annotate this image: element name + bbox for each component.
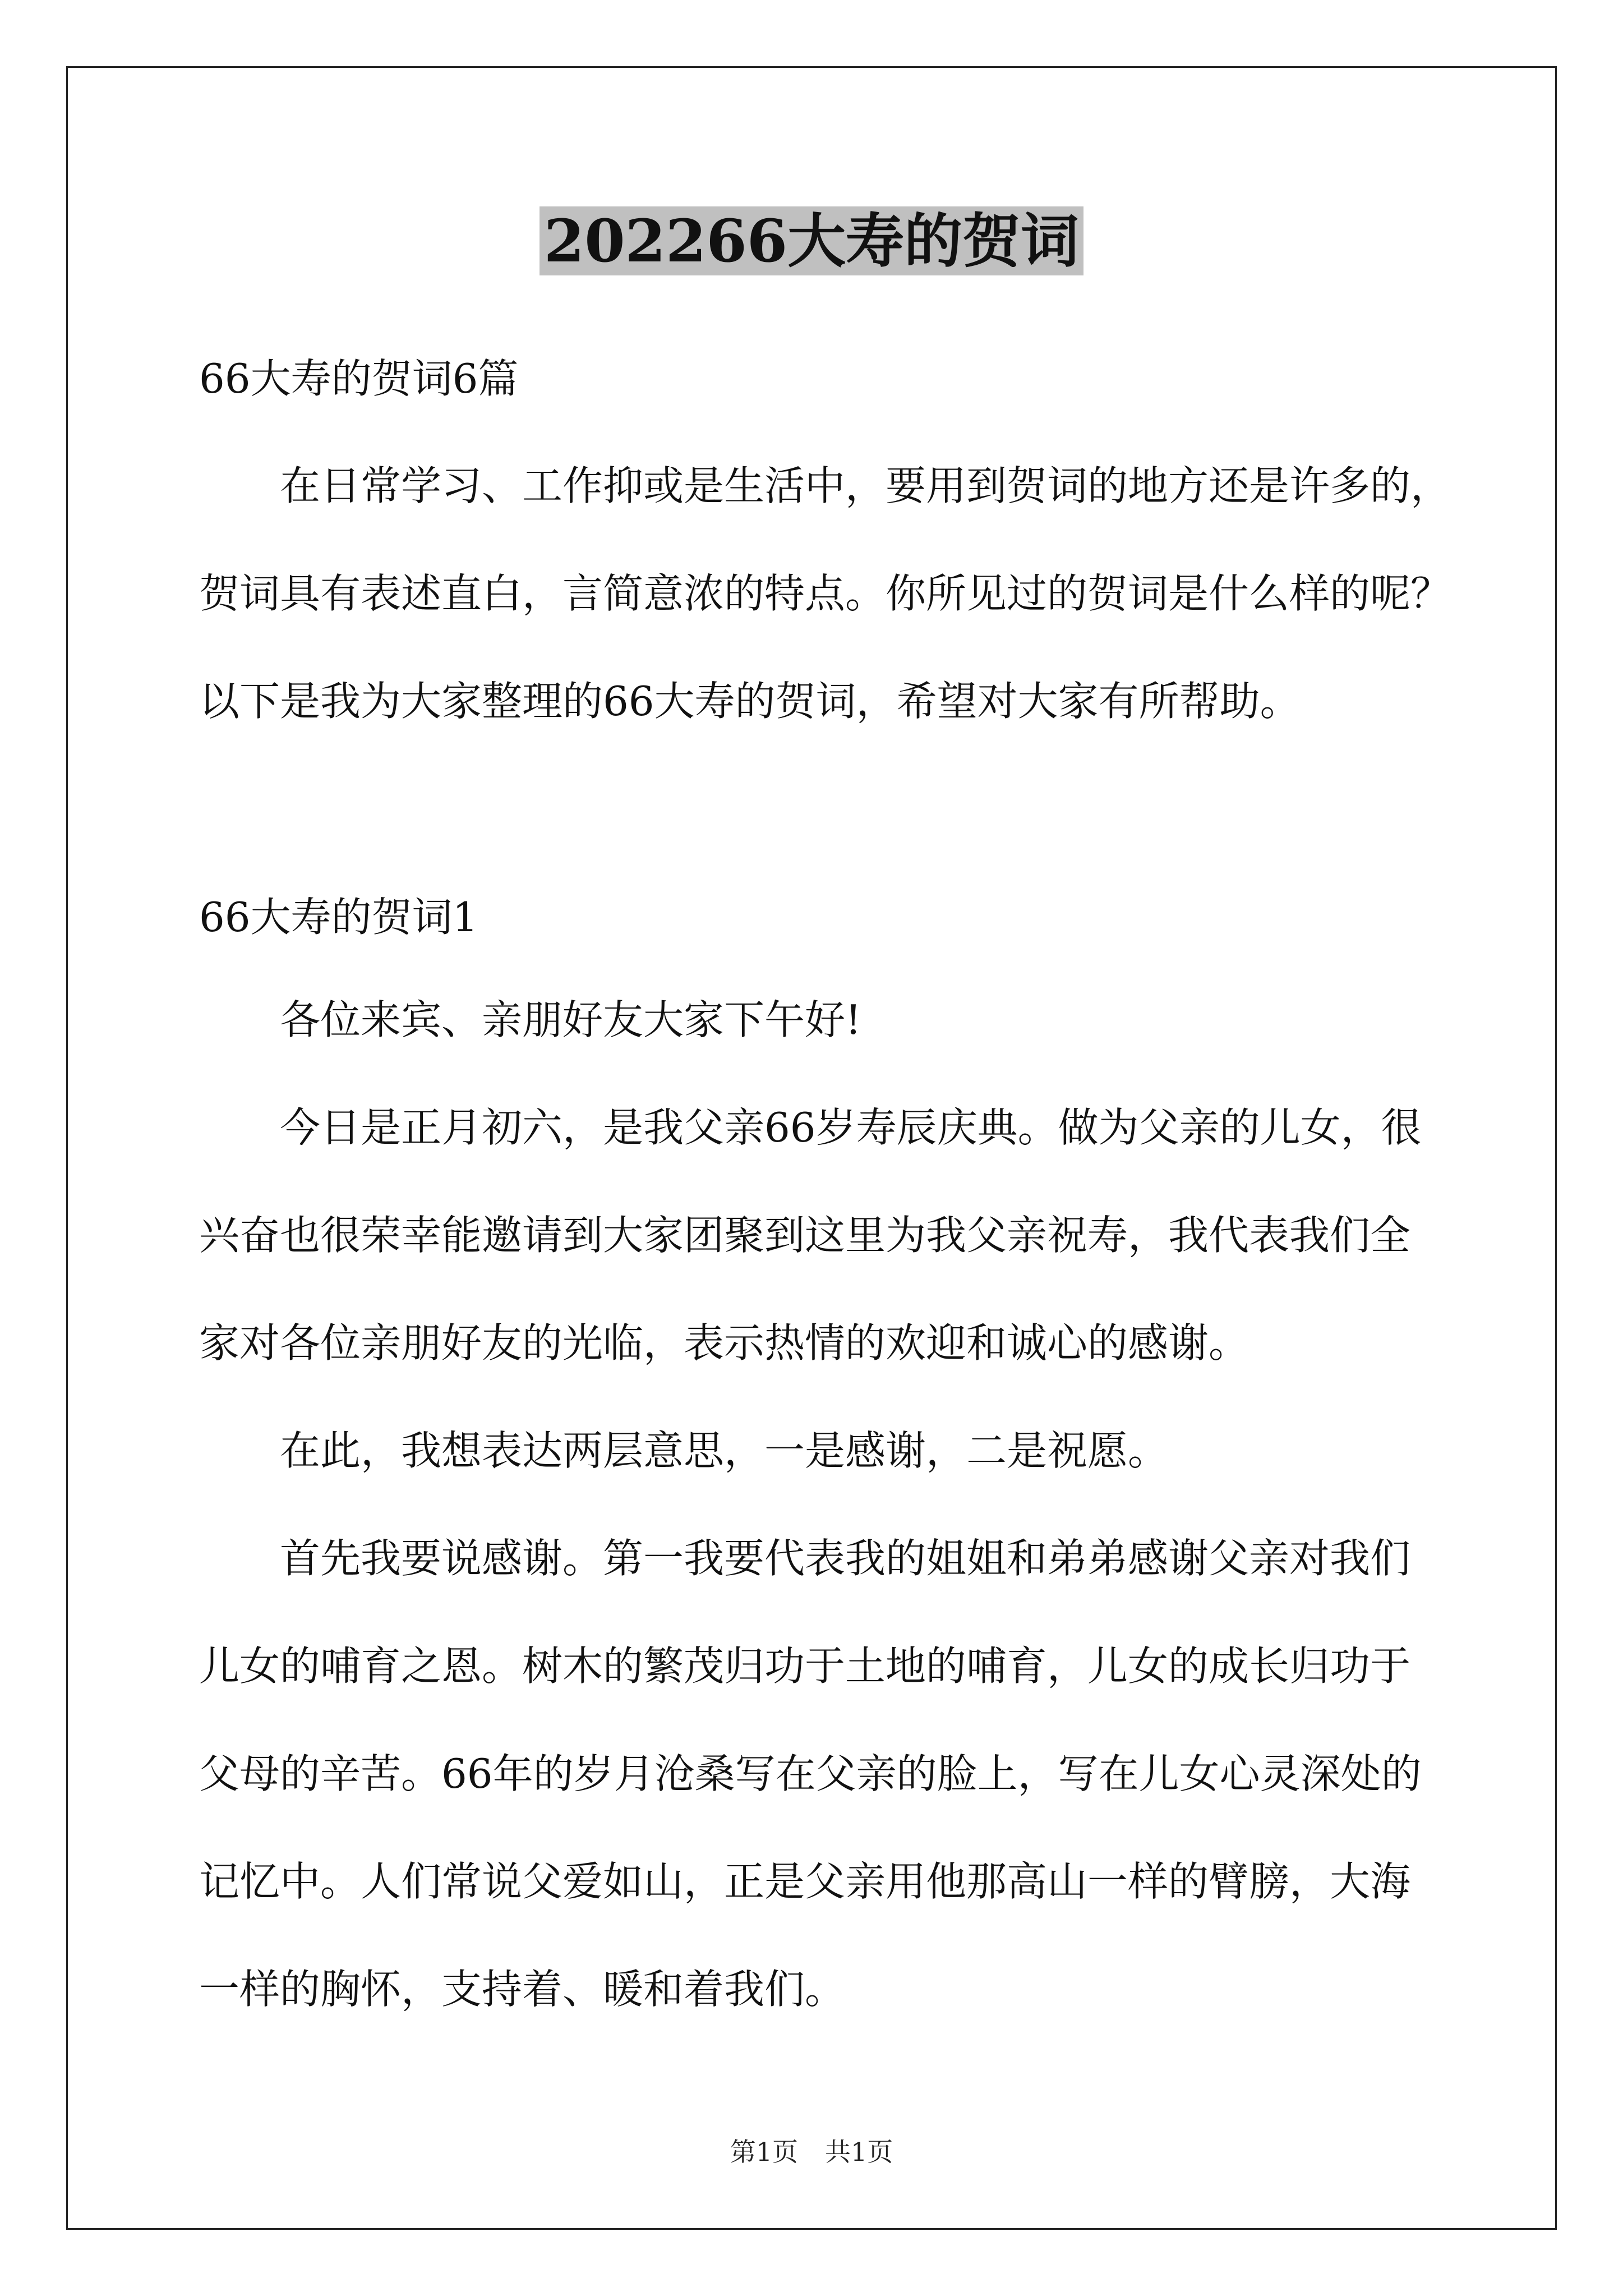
paragraph-line: 兴奋也很荣幸能邀请到大家团聚到这里为我父亲祝寿，我代表我们全 [199,1212,1411,1259]
paragraph-line: 儿女的哺育之恩。树木的繁茂归功于土地的哺育，儿女的成长归功于 [199,1642,1411,1690]
section-heading: 66大寿的贺词1 [199,894,478,941]
paragraph-line: 首先我要说感谢。第一我要代表我的姐姐和弟弟感谢父亲对我们 [280,1535,1411,1582]
paragraph-1 [199,1074,1455,1397]
paragraph-2 [199,1397,1455,1504]
paragraph-3 [199,1504,1455,2043]
intro-line: 在日常学习、工作抑或是生活中，要用到贺词的地方还是许多的， [280,462,1451,509]
intro-paragraph [199,432,1455,755]
intro-line: 以下是我为大家整理的66大寿的贺词，希望对大家有所帮助。 [199,678,1301,725]
paragraph-line: 今日是正月初六，是我父亲66岁寿辰庆典。做为父亲的儿女，很 [280,1104,1422,1151]
greeting-paragraph [199,966,1455,1074]
page-footer [0,2135,1623,2169]
document-subtitle: 66大寿的贺词6篇 [199,355,519,402]
paragraph-line: 一样的胸怀，支持着、暖和着我们。 [199,1966,846,2013]
paragraph-line: 父母的辛苦。66年的岁月沧桑写在父亲的脸上，写在儿女心灵深处的 [199,1750,1422,1797]
page-total: 共1页 [825,2137,893,2167]
greeting-line: 各位来宾、亲朋好友大家下午好! [280,996,861,1043]
intro-line: 贺词具有表述直白，言简意浓的特点。你所见过的贺词是什么样的呢？ [199,570,1451,617]
paragraph-line: 记忆中。人们常说父爱如山，正是父亲用他那高山一样的臂膀，大海 [199,1858,1411,1905]
title-highlight: 202266大寿的贺词 [540,206,1083,275]
document-title [0,202,1623,280]
paragraph-line: 家对各位亲朋好友的光临，表示热情的欢迎和诚心的感谢。 [199,1319,1249,1366]
page-number: 第1页 [730,2137,798,2167]
paragraph-line: 在此，我想表达两层意思，一是感谢，二是祝愿。 [280,1427,1169,1474]
